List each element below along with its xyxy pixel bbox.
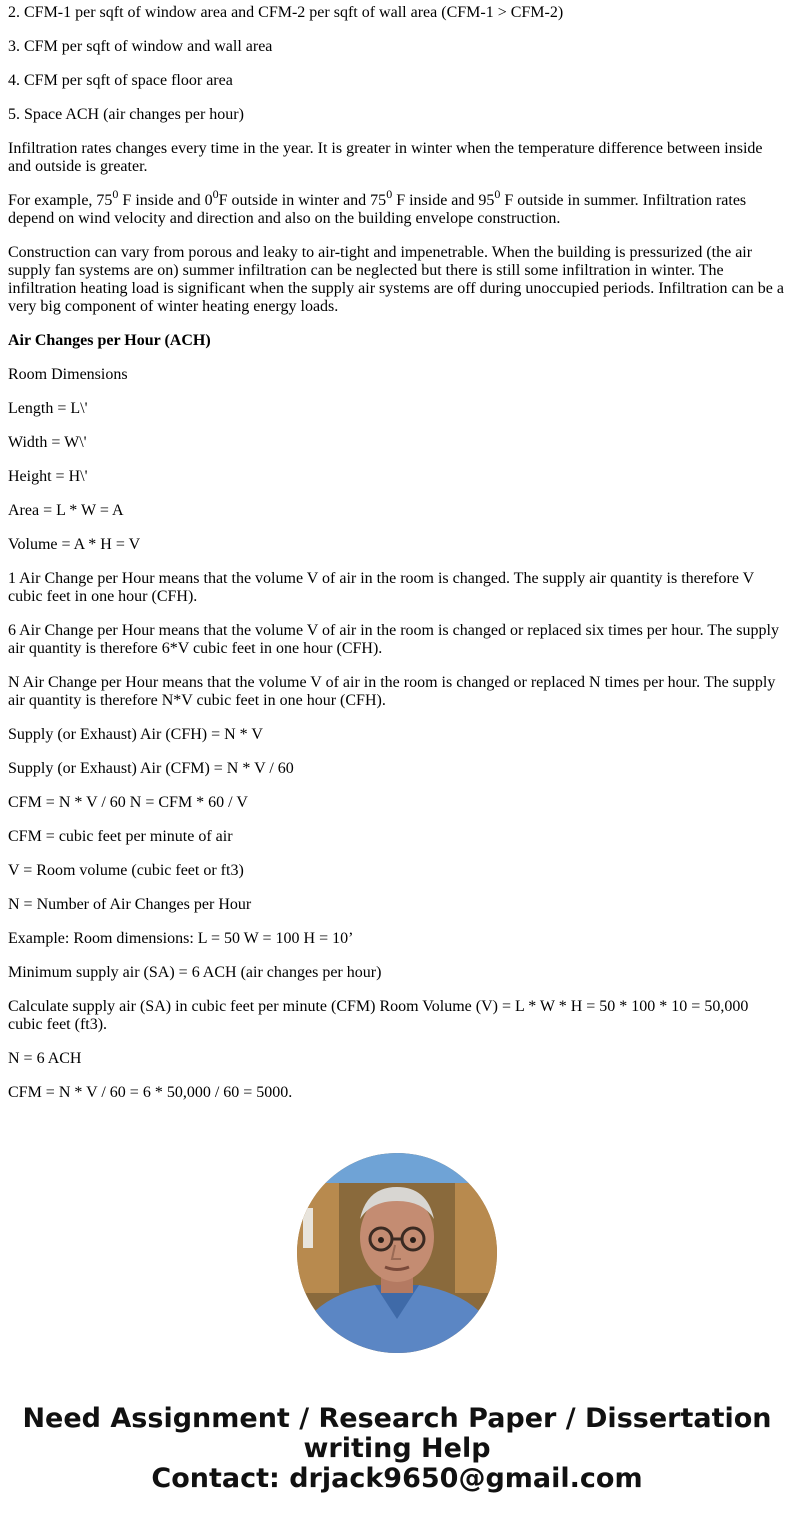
contact-banner xyxy=(0,1404,794,1494)
paragraph: N = 6 ACH xyxy=(8,1050,82,1067)
superscript: 0 xyxy=(386,187,393,201)
cta-line: Need Assignment / Research Paper / Dissertation xyxy=(22,1403,772,1434)
paragraph: Volume = A * H = V xyxy=(8,536,141,553)
text-run: For example, 75 xyxy=(8,192,113,209)
formula: CFM = N * V / 60 N = CFM * 60 / V xyxy=(8,794,248,811)
text-run: F outside in summer. Infiltration rates depend on wind velocity and direction and also on the building envelope construction. xyxy=(8,192,747,227)
formula: Supply (or Exhaust) Air (CFH) = N * V xyxy=(8,726,263,743)
avatar xyxy=(297,1153,497,1353)
text-run: F inside and 0 xyxy=(118,192,213,209)
contact-email: Contact: drjack9650@gmail.com xyxy=(151,1463,643,1494)
section-heading: Air Changes per Hour (ACH) xyxy=(8,332,211,349)
paragraph: N Air Change per Hour means that the volume V of air in the room is changed or replaced N times per hour. The supply air quantity is therefore N*V cubic feet in one hour (CFH). xyxy=(8,674,776,709)
list-item: 4. CFM per sqft of space floor area xyxy=(8,72,233,89)
text-run: F inside and 95 xyxy=(392,192,495,209)
paragraph: Infiltration rates changes every time in the year. It is greater in winter when the temperature difference between inside and outside is greater. xyxy=(8,140,763,175)
paragraph: Room Dimensions xyxy=(8,366,128,383)
cta-line: writing Help xyxy=(303,1433,491,1464)
paragraph: Minimum supply air (SA) = 6 ACH (air changes per hour) xyxy=(8,964,382,981)
text-run: F outside in winter and 75 xyxy=(218,192,387,209)
superscript: 0 xyxy=(112,187,119,201)
article-body xyxy=(8,4,786,1118)
definition: N = Number of Air Changes per Hour xyxy=(8,896,252,913)
paragraph: Width = W\' xyxy=(8,434,87,451)
paragraph: Length = L\' xyxy=(8,400,88,417)
paragraph: Example: Room dimensions: L = 50 W = 100 H = 10’ xyxy=(8,930,354,947)
definition: CFM = cubic feet per minute of air xyxy=(8,828,233,845)
list-item: 3. CFM per sqft of window and wall area xyxy=(8,38,273,55)
superscript: 0 xyxy=(494,187,501,201)
paragraph: 6 Air Change per Hour means that the volume V of air in the room is changed or replaced six times per hour. The supply air quantity is therefore 6*V cubic feet in one hour (CFH). xyxy=(8,622,779,657)
paragraph: Area = L * W = A xyxy=(8,502,124,519)
definition: V = Room volume (cubic feet or ft3) xyxy=(8,862,244,879)
paragraph: Calculate supply air (SA) in cubic feet per minute (CFM) Room Volume (V) = L * W * H = 50 * 100 * 10 = 50,000 cubic feet (ft3). xyxy=(8,998,749,1033)
formula: CFM = N * V / 60 = 6 * 50,000 / 60 = 5000. xyxy=(8,1084,293,1101)
superscript: 0 xyxy=(212,187,219,201)
formula: Supply (or Exhaust) Air (CFM) = N * V / 60 xyxy=(8,760,294,777)
paragraph: Height = H\' xyxy=(8,468,88,485)
paragraph: 1 Air Change per Hour means that the volume V of air in the room is changed. The supply air quantity is therefore V cubic feet in one hour (CFH). xyxy=(8,570,754,605)
paragraph: Construction can vary from porous and leaky to air-tight and impenetrable. When the building is pressurized (the air supply fan systems are on) summer infiltration can be neglected but there is still some infiltration in winter. The infiltration heating load is significant when the supply air systems are off during unoccupied periods. Infiltration can be a very big component of winter heating energy loads. xyxy=(8,244,784,315)
list-item: 5. Space ACH (air changes per hour) xyxy=(8,106,244,123)
list-item: 2. CFM-1 per sqft of window area and CFM-2 per sqft of wall area (CFM-1 > CFM-2) xyxy=(8,4,564,21)
person-portrait-icon xyxy=(297,1153,497,1353)
paragraph-temperature-example xyxy=(8,187,786,228)
